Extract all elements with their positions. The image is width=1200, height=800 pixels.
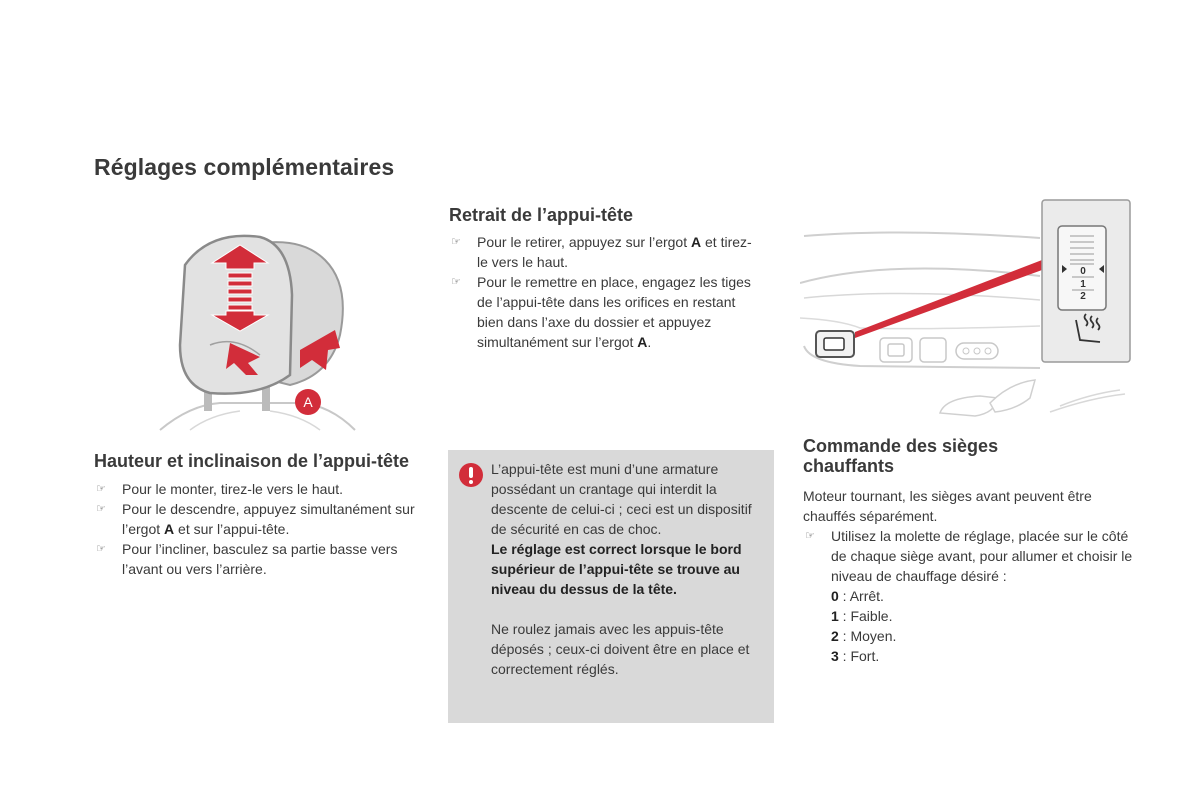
bullet-list: [803, 526, 1133, 586]
dial-label-1: 1: [1080, 279, 1086, 290]
list-item: ☞ Pour le retirer, appuyez sur l’ergot A et tirez-le vers le haut.: [451, 234, 752, 270]
level-item: 3 : Fort.: [831, 648, 880, 664]
section-headrest-removal: [449, 205, 754, 352]
warning-text-2: Ne roulez jamais avec les appuis-tête déposés ; ceux-ci doivent être en place et correctement réglés.: [491, 621, 750, 677]
section-title: Commande des sièges chauffants: [803, 436, 999, 476]
bullet-list: [449, 232, 754, 352]
section-heated-seats: [803, 436, 1133, 666]
pointer-icon: ☞: [805, 529, 815, 542]
warning-bold-text: Le réglage est correct lorsque le bord supérieur de l’appui-tête se trouve au niveau du dessus de la tête.: [491, 541, 742, 597]
pointer-icon: ☞: [451, 235, 461, 248]
list-item: ☞ Pour le descendre, appuyez simultanément sur l’ergot A et sur l’appui-tête.: [96, 501, 415, 537]
headrest-illustration: [150, 225, 360, 435]
dial-label-0: 0: [1080, 266, 1086, 277]
warning-text: L’appui-tête est muni d’une armature possédant un crantage qui interdit la descente de celui-ci ; ceci est un dispositif de sécurité en cas de choc.: [491, 461, 752, 537]
section-title: Retrait de l’appui-tête: [449, 205, 634, 225]
section-title: Hauteur et inclinaison de l’appui-tête: [94, 451, 410, 471]
pointer-icon: ☞: [96, 502, 106, 515]
pointer-icon: ☞: [451, 275, 461, 288]
intro-text: Moteur tournant, les sièges avant peuvent être chauffés séparément.: [803, 488, 1092, 524]
list-item: ☞ Pour le monter, tirez-le vers le haut.: [96, 481, 343, 497]
list-item: ☞ Pour le remettre en place, engagez les tiges de l’appui-tête dans les orifices en restant bien dans l’axe du dossier et appuyez simultanément sur l’ergot A.: [451, 274, 751, 350]
pointer-icon: ☞: [96, 482, 106, 495]
page-title: Réglages complémentaires: [94, 154, 395, 180]
heat-levels: [803, 586, 1133, 666]
dial-label-2: 2: [1080, 291, 1086, 302]
pointer-icon: ☞: [96, 542, 106, 555]
level-item: 0 : Arrêt.: [831, 588, 884, 604]
warning-icon: [459, 463, 483, 487]
warning-box: [448, 450, 774, 723]
list-item: ☞ Pour l’incliner, basculez sa partie basse vers l’avant ou vers l’arrière.: [96, 541, 398, 577]
seat-heating-illustration: [800, 198, 1132, 423]
section-headrest-height: [94, 451, 424, 579]
bullet-list: [94, 479, 424, 579]
marker-a: A: [303, 394, 313, 410]
level-item: 2 : Moyen.: [831, 628, 897, 644]
list-item: ☞ Utilisez la molette de réglage, placée sur le côté de chaque siège avant, pour allumer et choisir le niveau de chauffage désiré :: [805, 528, 1133, 584]
level-item: 1 : Faible.: [831, 608, 893, 624]
